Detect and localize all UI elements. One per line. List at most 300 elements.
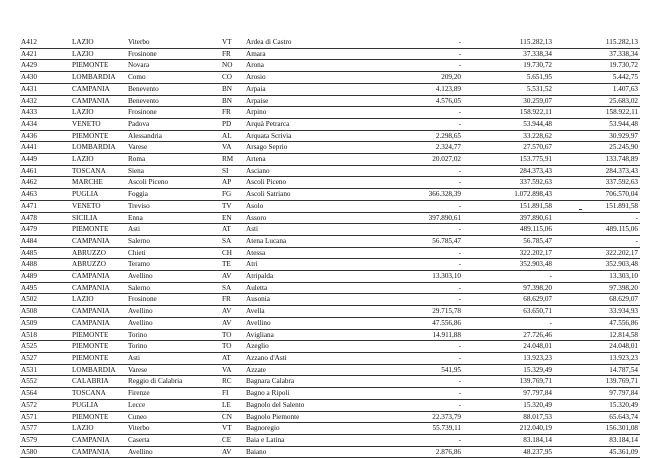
cell-value-2: 153.775,91 bbox=[466, 154, 554, 166]
data-table bbox=[20, 37, 640, 458]
cell-sigla: CE bbox=[221, 434, 245, 446]
cell-value-3: 5.442,75 bbox=[554, 72, 640, 84]
cell-value-2: 489.115,06 bbox=[466, 224, 554, 236]
cell-region: PUGLIA bbox=[71, 189, 127, 201]
cell-value-3: 284.373,43 bbox=[554, 165, 640, 177]
cell-value-3: 12.814,58 bbox=[554, 329, 640, 341]
cell-code: A436 bbox=[20, 130, 71, 142]
cell-comune: Bagno a Ripoli bbox=[245, 388, 375, 400]
table-row bbox=[20, 294, 640, 306]
cell-province: Firenze bbox=[127, 388, 221, 400]
cell-province: Como bbox=[127, 72, 221, 84]
cell-comune: Azzate bbox=[245, 364, 375, 376]
table-row bbox=[20, 388, 640, 400]
cell-code: A434 bbox=[20, 118, 71, 130]
cell-region: ABRUZZO bbox=[71, 247, 127, 259]
cell-comune: Avellino bbox=[245, 317, 375, 329]
cell-value-1: 29.715,78 bbox=[375, 306, 466, 318]
cell-value-1: 55.739,11 bbox=[375, 423, 466, 435]
table-row bbox=[20, 177, 640, 189]
cell-value-3: 115.282,13 bbox=[554, 37, 640, 48]
cell-sigla: AV bbox=[221, 306, 245, 318]
cell-sigla: SA bbox=[221, 235, 245, 247]
cell-value-1: - bbox=[375, 282, 466, 294]
cell-province: Treviso bbox=[127, 200, 221, 212]
cell-value-2: 397.890,61 bbox=[466, 212, 554, 224]
cell-comune: Avigliana bbox=[245, 329, 375, 341]
cell-sigla: FR bbox=[221, 294, 245, 306]
cell-comune: Arquata Scrivia bbox=[245, 130, 375, 142]
cell-value-1: - bbox=[375, 165, 466, 177]
cell-value-1: - bbox=[375, 376, 466, 388]
cell-value-1: 2.324,77 bbox=[375, 142, 466, 154]
cell-region: TOSCANA bbox=[71, 388, 127, 400]
cell-value-2: 19.730,72 bbox=[466, 60, 554, 72]
cell-province: Avellino bbox=[127, 317, 221, 329]
cell-comune: Ausonia bbox=[245, 294, 375, 306]
cell-value-1: 13.303,10 bbox=[375, 271, 466, 283]
cell-value-3: 352.903,48 bbox=[554, 259, 640, 271]
cell-code: A572 bbox=[20, 399, 71, 411]
cell-value-1: 2.876,86 bbox=[375, 446, 466, 458]
cell-region: PIEMONTE bbox=[71, 130, 127, 142]
cell-sigla: AV bbox=[221, 317, 245, 329]
cell-comune: Artena bbox=[245, 154, 375, 166]
cell-value-3: 151.891,58 bbox=[554, 200, 640, 212]
table-row bbox=[20, 423, 640, 435]
cell-value-2: 53.944,48 bbox=[466, 118, 554, 130]
cell-code: A432 bbox=[20, 95, 71, 107]
cell-sigla: FI bbox=[221, 388, 245, 400]
table-row bbox=[20, 200, 640, 212]
cell-value-1: - bbox=[375, 48, 466, 60]
cell-code: A430 bbox=[20, 72, 71, 84]
cell-value-3: 156.301,08 bbox=[554, 423, 640, 435]
cell-value-1: - bbox=[375, 294, 466, 306]
cell-province: Varese bbox=[127, 142, 221, 154]
table-row bbox=[20, 189, 640, 201]
cell-comune: Baiano bbox=[245, 446, 375, 458]
cell-code: A421 bbox=[20, 48, 71, 60]
cell-value-1: - bbox=[375, 60, 466, 72]
cell-value-2: 48.237,95 bbox=[466, 446, 554, 458]
cell-value-2: 15.320,49 bbox=[466, 399, 554, 411]
cell-code: A462 bbox=[20, 177, 71, 189]
cell-value-1: - bbox=[375, 118, 466, 130]
cell-province: Teramo bbox=[127, 259, 221, 271]
cell-value-1: 20.027,02 bbox=[375, 154, 466, 166]
cell-sigla: FG bbox=[221, 189, 245, 201]
table-row bbox=[20, 37, 640, 48]
cell-code: A471 bbox=[20, 200, 71, 212]
cell-value-1: - bbox=[375, 107, 466, 119]
cell-region: PIEMONTE bbox=[71, 341, 127, 353]
cell-comune: Bagnolo del Salento bbox=[245, 399, 375, 411]
cell-code: A412 bbox=[20, 37, 71, 48]
table-body bbox=[20, 37, 640, 458]
cell-value-1: 4.123,89 bbox=[375, 83, 466, 95]
cell-sigla: VA bbox=[221, 364, 245, 376]
table-row bbox=[20, 282, 640, 294]
cell-value-2: 5.651,95 bbox=[466, 72, 554, 84]
cell-sigla: SI bbox=[221, 165, 245, 177]
cell-value-2: 322.202,17 bbox=[466, 247, 554, 259]
table-row bbox=[20, 259, 640, 271]
table-row bbox=[20, 95, 640, 107]
cell-sigla: FR bbox=[221, 48, 245, 60]
cell-value-2: 284.373,43 bbox=[466, 165, 554, 177]
cell-value-3: - bbox=[554, 235, 640, 247]
cell-province: Novara bbox=[127, 60, 221, 72]
cell-comune: Arpaia bbox=[245, 83, 375, 95]
cell-value-3: 97.398,20 bbox=[554, 282, 640, 294]
cell-sigla: VA bbox=[221, 142, 245, 154]
cell-value-1: - bbox=[375, 37, 466, 48]
cell-sigla: TE bbox=[221, 259, 245, 271]
cell-code: A461 bbox=[20, 165, 71, 177]
cell-value-3: 13.923,23 bbox=[554, 352, 640, 364]
cell-sigla: SA bbox=[221, 282, 245, 294]
cell-value-1: 4.576,05 bbox=[375, 95, 466, 107]
cell-region: CAMPANIA bbox=[71, 83, 127, 95]
cell-value-3: 133.748,89 bbox=[554, 154, 640, 166]
cell-region: VENETO bbox=[71, 118, 127, 130]
cell-province: Reggio di Calabria bbox=[127, 376, 221, 388]
cell-comune: Arona bbox=[245, 60, 375, 72]
cell-code: A509 bbox=[20, 317, 71, 329]
cell-code: A495 bbox=[20, 282, 71, 294]
cell-comune: Baia e Latina bbox=[245, 434, 375, 446]
cell-region: TOSCANA bbox=[71, 165, 127, 177]
cell-value-1: 541,95 bbox=[375, 364, 466, 376]
cell-value-3: 1.407,63 bbox=[554, 83, 640, 95]
cell-comune: Atripalda bbox=[245, 271, 375, 283]
cell-region: SICILIA bbox=[71, 212, 127, 224]
cell-code: A580 bbox=[20, 446, 71, 458]
cell-region: CAMPANIA bbox=[71, 282, 127, 294]
cell-province: Torino bbox=[127, 329, 221, 341]
cell-province: Enna bbox=[127, 212, 221, 224]
cell-sigla: RC bbox=[221, 376, 245, 388]
cell-comune: Atri bbox=[245, 259, 375, 271]
cell-comune: Assoro bbox=[245, 212, 375, 224]
cell-value-2: 5.531,52 bbox=[466, 83, 554, 95]
cell-comune: Arpino bbox=[245, 107, 375, 119]
cell-comune: Bagnolo Piemonte bbox=[245, 411, 375, 423]
table-row bbox=[20, 341, 640, 353]
cell-sigla: AV bbox=[221, 446, 245, 458]
cell-value-3: 30.929,97 bbox=[554, 130, 640, 142]
cell-province: Cuneo bbox=[127, 411, 221, 423]
table-row bbox=[20, 306, 640, 318]
cell-province: Ascoli Piceno bbox=[127, 177, 221, 189]
cell-sigla: EN bbox=[221, 212, 245, 224]
cell-value-3: 65.643,74 bbox=[554, 411, 640, 423]
cell-code: A531 bbox=[20, 364, 71, 376]
cell-region: MARCHE bbox=[71, 177, 127, 189]
cell-value-3: 83.184,14 bbox=[554, 434, 640, 446]
cell-code: A429 bbox=[20, 60, 71, 72]
cell-value-1: - bbox=[375, 434, 466, 446]
cell-value-2: 151.891,58 bbox=[466, 200, 554, 212]
table-row bbox=[20, 142, 640, 154]
cell-sigla: AL bbox=[221, 130, 245, 142]
cell-province: Frosinone bbox=[127, 48, 221, 60]
cell-sigla: CN bbox=[221, 411, 245, 423]
cell-value-3: 53.944,48 bbox=[554, 118, 640, 130]
table-row bbox=[20, 271, 640, 283]
cell-region: PIEMONTE bbox=[71, 329, 127, 341]
cell-code: A489 bbox=[20, 271, 71, 283]
cell-region: CALABRIA bbox=[71, 376, 127, 388]
table-row bbox=[20, 212, 640, 224]
cell-region: PIEMONTE bbox=[71, 224, 127, 236]
cell-region: LAZIO bbox=[71, 154, 127, 166]
cell-region: ABRUZZO bbox=[71, 259, 127, 271]
cell-value-2: 13.923,23 bbox=[466, 352, 554, 364]
cell-code: A502 bbox=[20, 294, 71, 306]
cell-value-2: 212.040,19 bbox=[466, 423, 554, 435]
cell-value-1: 56.785,47 bbox=[375, 235, 466, 247]
cell-sigla: AT bbox=[221, 352, 245, 364]
cell-value-1: - bbox=[375, 177, 466, 189]
cell-comune: Arpaise bbox=[245, 95, 375, 107]
cell-province: Chieti bbox=[127, 247, 221, 259]
cell-value-1: - bbox=[375, 399, 466, 411]
cell-code: A552 bbox=[20, 376, 71, 388]
cell-value-2: 139.769,71 bbox=[466, 376, 554, 388]
cell-value-1: 47.556,86 bbox=[375, 317, 466, 329]
cell-sigla: PD bbox=[221, 118, 245, 130]
cell-value-2: 37.338,34 bbox=[466, 48, 554, 60]
table-row bbox=[20, 434, 640, 446]
cell-value-3: 13.303,10 bbox=[554, 271, 640, 283]
table-row bbox=[20, 364, 640, 376]
cell-value-3: 33.934,93 bbox=[554, 306, 640, 318]
table-row bbox=[20, 247, 640, 259]
cell-value-2: 97.398,20 bbox=[466, 282, 554, 294]
cell-code: A518 bbox=[20, 329, 71, 341]
cell-code: A577 bbox=[20, 423, 71, 435]
cell-province: Viterbo bbox=[127, 37, 221, 48]
cell-value-1: - bbox=[375, 259, 466, 271]
cell-value-1: 22.373,79 bbox=[375, 411, 466, 423]
cell-value-1: - bbox=[375, 224, 466, 236]
cell-province: Viterbo bbox=[127, 423, 221, 435]
cell-code: A508 bbox=[20, 306, 71, 318]
cell-region: LOMBARDIA bbox=[71, 142, 127, 154]
cell-province: Varese bbox=[127, 364, 221, 376]
cell-region: CAMPANIA bbox=[71, 434, 127, 446]
cell-value-1: - bbox=[375, 352, 466, 364]
cell-value-2: 56.785,47 bbox=[466, 235, 554, 247]
cell-value-3: 706.570,04 bbox=[554, 189, 640, 201]
cell-code: A441 bbox=[20, 142, 71, 154]
cell-value-3: 322.202,17 bbox=[554, 247, 640, 259]
cell-region: LOMBARDIA bbox=[71, 72, 127, 84]
cell-province: Avellino bbox=[127, 446, 221, 458]
cell-code: A449 bbox=[20, 154, 71, 166]
cell-province: Caserta bbox=[127, 434, 221, 446]
cell-value-3: 25.245,90 bbox=[554, 142, 640, 154]
cell-comune: Ascoli Piceno bbox=[245, 177, 375, 189]
cell-value-2: 115.282,13 bbox=[466, 37, 554, 48]
table-row bbox=[20, 224, 640, 236]
cell-region: LAZIO bbox=[71, 423, 127, 435]
cell-region: CAMPANIA bbox=[71, 317, 127, 329]
cell-sigla: NO bbox=[221, 60, 245, 72]
cell-province: Avellino bbox=[127, 271, 221, 283]
table-row bbox=[20, 48, 640, 60]
table-row bbox=[20, 72, 640, 84]
cell-value-3: 68.629,07 bbox=[554, 294, 640, 306]
cell-region: CAMPANIA bbox=[71, 271, 127, 283]
cell-province: Torino bbox=[127, 341, 221, 353]
cell-value-1: - bbox=[375, 341, 466, 353]
cell-value-2: 27.726,46 bbox=[466, 329, 554, 341]
table-row bbox=[20, 165, 640, 177]
cell-region: LAZIO bbox=[71, 48, 127, 60]
cell-code: A527 bbox=[20, 352, 71, 364]
cell-comune: Amara bbox=[245, 48, 375, 60]
cell-code: A479 bbox=[20, 224, 71, 236]
cell-sigla: RM bbox=[221, 154, 245, 166]
cell-value-2: 63.650,71 bbox=[466, 306, 554, 318]
cell-comune: Azzano d'Asti bbox=[245, 352, 375, 364]
cell-comune: Bagnoregio bbox=[245, 423, 375, 435]
cell-comune: Asti bbox=[245, 224, 375, 236]
cell-code: A463 bbox=[20, 189, 71, 201]
cell-sigla: TO bbox=[221, 341, 245, 353]
cell-value-1: 14.911,88 bbox=[375, 329, 466, 341]
cell-value-3: 15.320,49 bbox=[554, 399, 640, 411]
cell-province: Alessandria bbox=[127, 130, 221, 142]
cell-value-2: 27.570,67 bbox=[466, 142, 554, 154]
cell-value-2: 352.903,48 bbox=[466, 259, 554, 271]
cell-sigla: VT bbox=[221, 423, 245, 435]
cell-region: PIEMONTE bbox=[71, 60, 127, 72]
cell-province: Roma bbox=[127, 154, 221, 166]
cell-value-3: 97.797,84 bbox=[554, 388, 640, 400]
cell-sigla: LE bbox=[221, 399, 245, 411]
cell-comune: Asciano bbox=[245, 165, 375, 177]
cell-province: Salerno bbox=[127, 235, 221, 247]
table-row bbox=[20, 130, 640, 142]
cell-comune: Ardea di Castro bbox=[245, 37, 375, 48]
cell-value-2: 83.184,14 bbox=[466, 434, 554, 446]
cell-value-1: 209,20 bbox=[375, 72, 466, 84]
cell-code: A484 bbox=[20, 235, 71, 247]
cell-province: Asti bbox=[127, 352, 221, 364]
cell-value-3: 37.338,34 bbox=[554, 48, 640, 60]
cell-value-2: 30.259,07 bbox=[466, 95, 554, 107]
cell-province: Asti bbox=[127, 224, 221, 236]
cell-value-3: 158.922,11 bbox=[554, 107, 640, 119]
cell-code: A564 bbox=[20, 388, 71, 400]
cell-sigla: VT bbox=[221, 37, 245, 48]
table-row bbox=[20, 317, 640, 329]
table-row bbox=[20, 154, 640, 166]
cell-value-3: 25.683,02 bbox=[554, 95, 640, 107]
cell-value-1: 366.328,39 bbox=[375, 189, 466, 201]
table-row bbox=[20, 352, 640, 364]
cell-sigla: AP bbox=[221, 177, 245, 189]
cell-comune: Arquà Petrarca bbox=[245, 118, 375, 130]
cell-region: VENETO bbox=[71, 200, 127, 212]
table-row bbox=[20, 329, 640, 341]
cell-comune: Atessa bbox=[245, 247, 375, 259]
cell-value-3: 139.769,71 bbox=[554, 376, 640, 388]
cell-value-2: 24.048,01 bbox=[466, 341, 554, 353]
cell-sigla: BN bbox=[221, 95, 245, 107]
cell-province: Foggia bbox=[127, 189, 221, 201]
cell-value-2: 1.072.898,43 bbox=[466, 189, 554, 201]
cell-province: Frosinone bbox=[127, 294, 221, 306]
stray-mark bbox=[579, 209, 582, 210]
cell-province: Frosinone bbox=[127, 107, 221, 119]
cell-value-3: 24.048,01 bbox=[554, 341, 640, 353]
cell-value-3: 14.787,54 bbox=[554, 364, 640, 376]
cell-value-2: - bbox=[466, 271, 554, 283]
cell-region: LOMBARDIA bbox=[71, 364, 127, 376]
cell-value-2: 88.017,53 bbox=[466, 411, 554, 423]
cell-code: A525 bbox=[20, 341, 71, 353]
cell-value-1: 397.890,61 bbox=[375, 212, 466, 224]
cell-sigla: AV bbox=[221, 271, 245, 283]
cell-sigla: FR bbox=[221, 107, 245, 119]
cell-province: Lecce bbox=[127, 399, 221, 411]
cell-comune: Ascoli Satriano bbox=[245, 189, 375, 201]
cell-province: Avellino bbox=[127, 306, 221, 318]
cell-sigla: BN bbox=[221, 83, 245, 95]
cell-value-3: 47.556,86 bbox=[554, 317, 640, 329]
cell-value-3: - bbox=[554, 212, 640, 224]
cell-comune: Bagnara Calabra bbox=[245, 376, 375, 388]
cell-sigla: CO bbox=[221, 72, 245, 84]
cell-code: A433 bbox=[20, 107, 71, 119]
cell-value-1: 2.298,65 bbox=[375, 130, 466, 142]
cell-value-2: - bbox=[466, 317, 554, 329]
table-row bbox=[20, 118, 640, 130]
cell-sigla: CH bbox=[221, 247, 245, 259]
cell-sigla: AT bbox=[221, 224, 245, 236]
cell-comune: Asolo bbox=[245, 200, 375, 212]
cell-region: CAMPANIA bbox=[71, 235, 127, 247]
cell-code: A478 bbox=[20, 212, 71, 224]
cell-region: CAMPANIA bbox=[71, 95, 127, 107]
cell-code: A579 bbox=[20, 434, 71, 446]
cell-province: Benevento bbox=[127, 83, 221, 95]
table-row bbox=[20, 399, 640, 411]
cell-code: A485 bbox=[20, 247, 71, 259]
cell-value-3: 19.730,72 bbox=[554, 60, 640, 72]
cell-region: PIEMONTE bbox=[71, 411, 127, 423]
table-row bbox=[20, 235, 640, 247]
cell-province: Padova bbox=[127, 118, 221, 130]
cell-sigla: TV bbox=[221, 200, 245, 212]
cell-code: A431 bbox=[20, 83, 71, 95]
cell-region: LAZIO bbox=[71, 107, 127, 119]
cell-value-2: 33.228,62 bbox=[466, 130, 554, 142]
table-row bbox=[20, 411, 640, 423]
cell-value-3: 489.115,06 bbox=[554, 224, 640, 236]
cell-region: PIEMONTE bbox=[71, 352, 127, 364]
cell-value-2: 337.592,63 bbox=[466, 177, 554, 189]
cell-province: Siena bbox=[127, 165, 221, 177]
cell-comune: Arsago Seprio bbox=[245, 142, 375, 154]
cell-province: Salerno bbox=[127, 282, 221, 294]
cell-comune: Auletta bbox=[245, 282, 375, 294]
